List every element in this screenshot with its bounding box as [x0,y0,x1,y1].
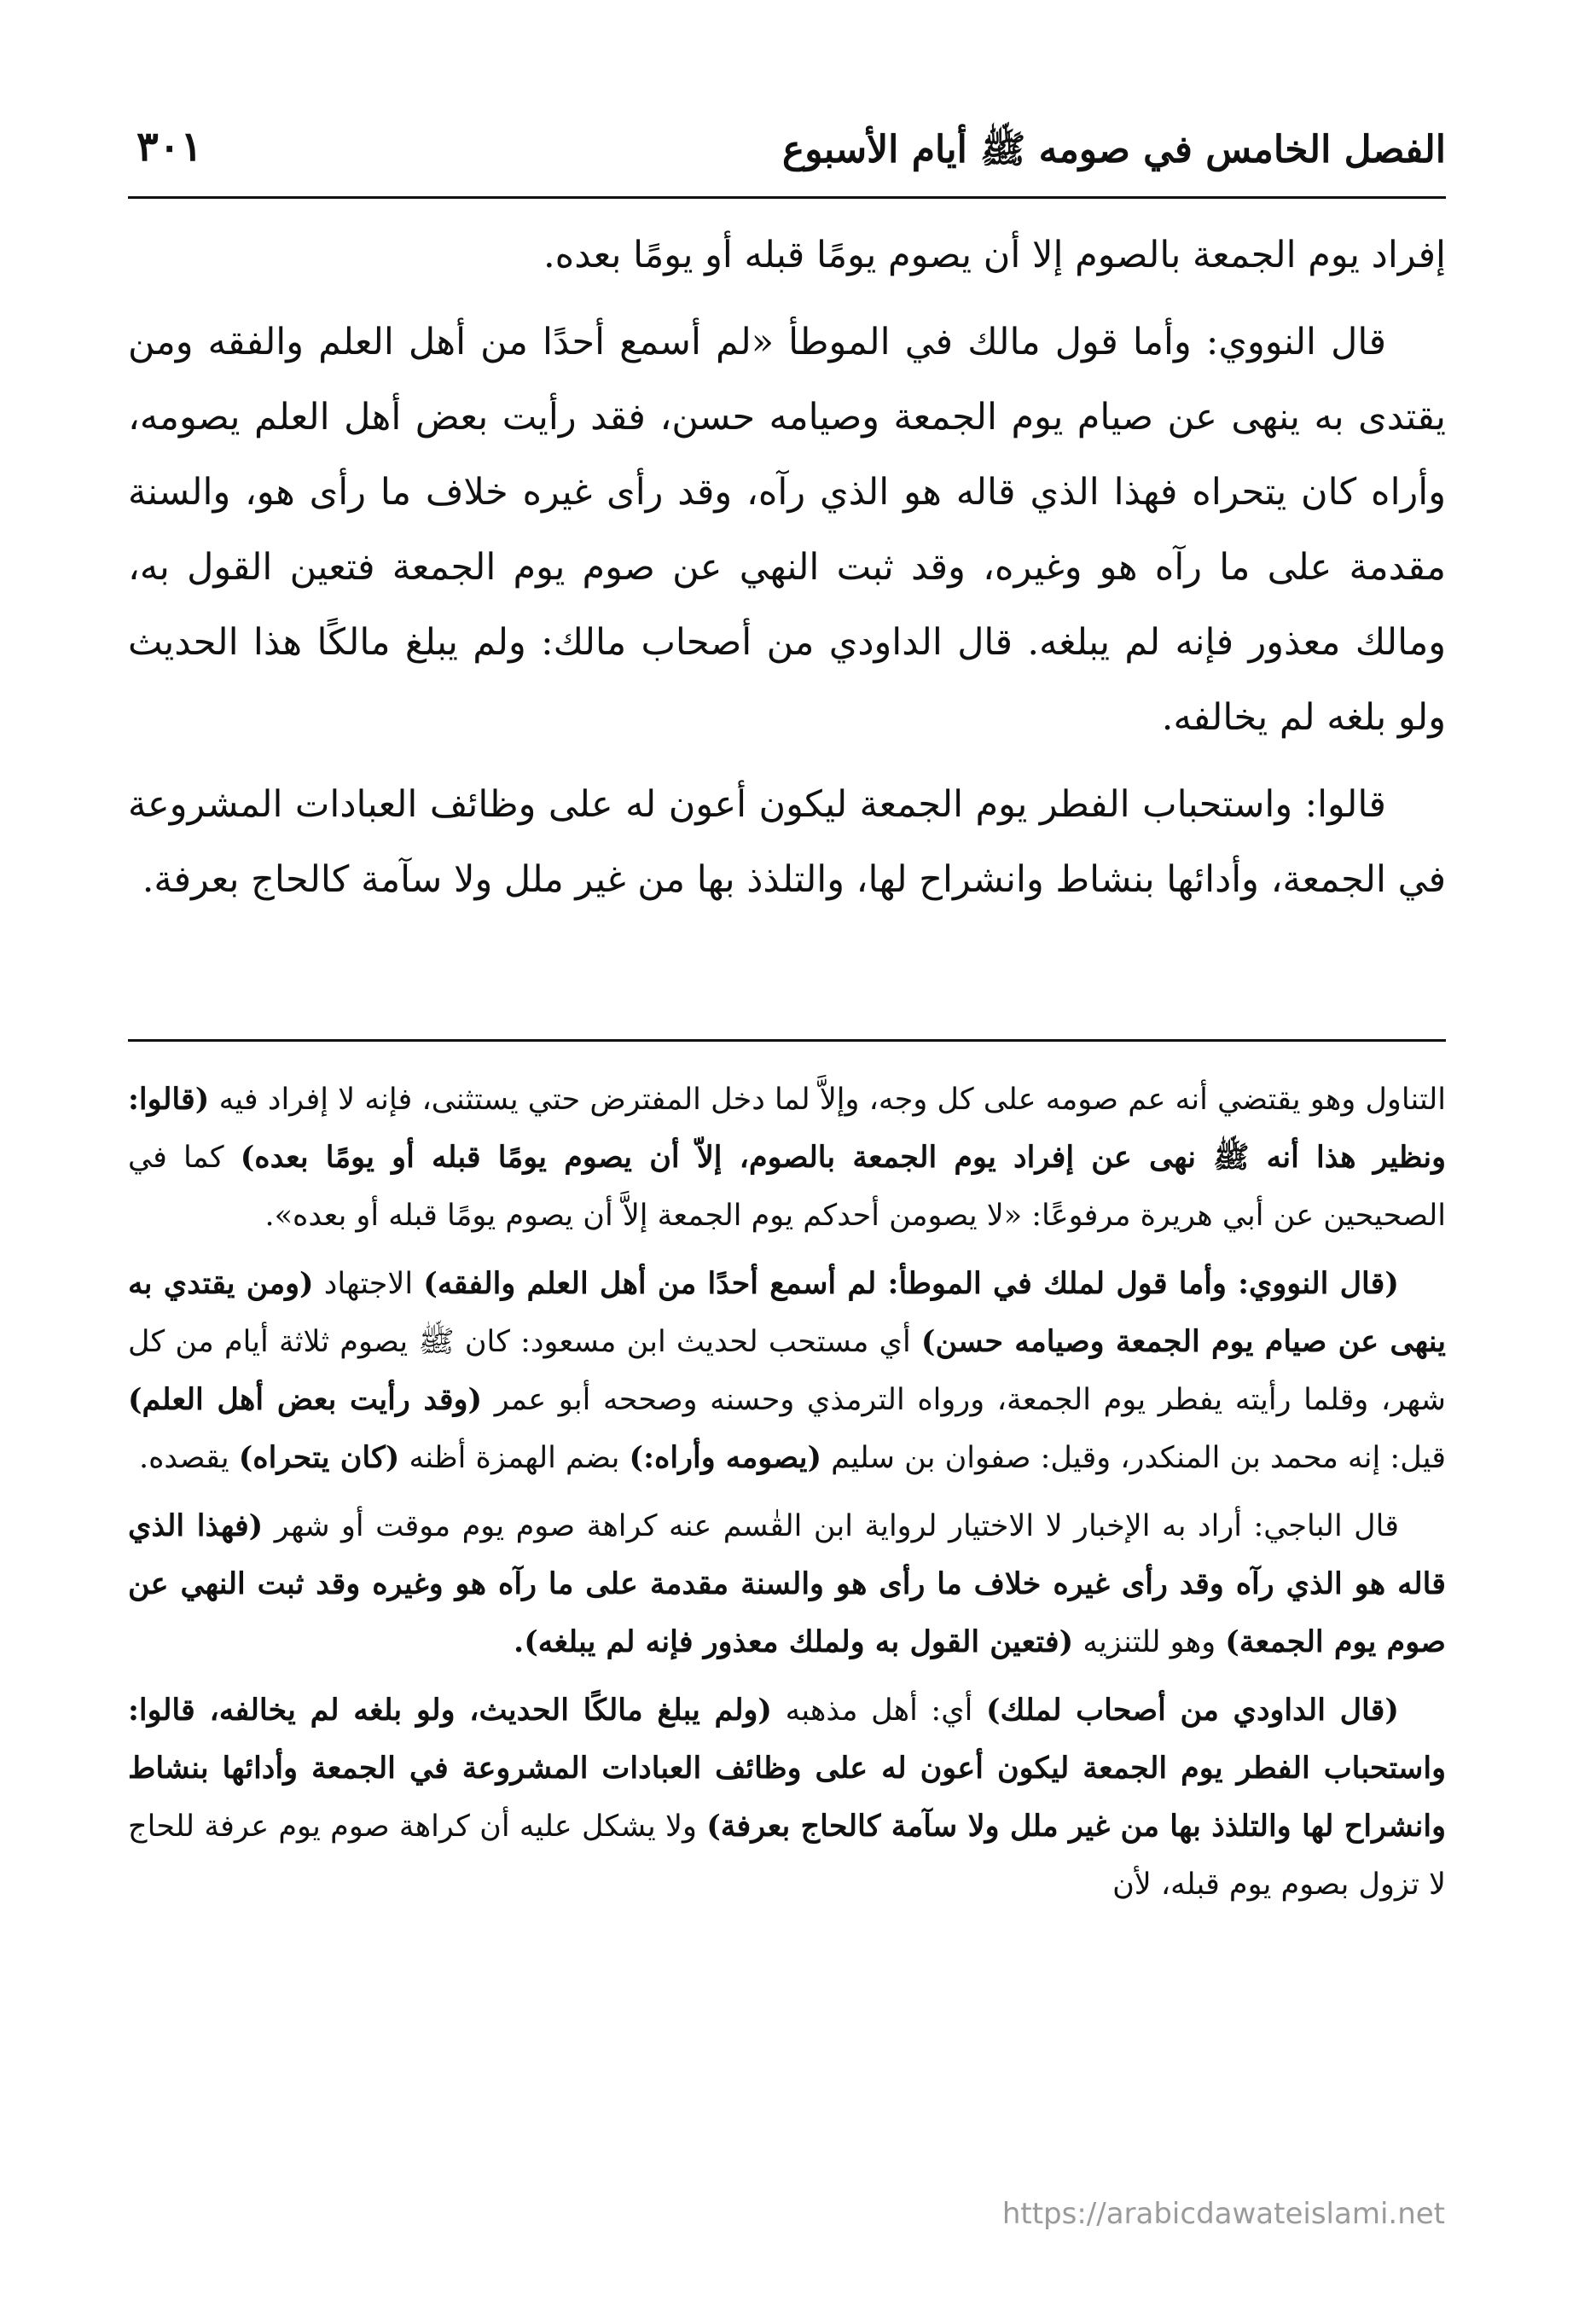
page-number: ٣٠١ [136,123,203,171]
page-header [128,111,1446,199]
footnote-quote: (قال الداودي من أصحاب لملك) [985,1693,1399,1728]
footnote-quote: (فهذا الذي قاله هو الذي رآه وقد رأى غيره خلاف ما رأى هو والسنة مقدمة على ما رآه هو وغيره وقد ثبت النهي عن صوم يوم الجمعة) [128,1508,1447,1659]
footnote-quote: (ولم يبلغ مالكًا الحديث، ولو بلغه لم يخالفه، قالوا: واستحباب الفطر يوم الجمعة ليكون أعون له على وظائف العبادات المشروعة في الجمعة وأدائها بنشاط وانشراح لها والتلذذ بها من غير ملل ولا سآمة كالحاج بعرفة) [128,1693,1446,1844]
footnote-divider [128,1039,1446,1042]
chapter-title: الفصل الخامس في صومه ﷺ أيام الأسبوع [781,128,1446,171]
footnote-text: ولا يشكل عليه أن كراهة صوم يوم عرفة للحاج لا تزول بصوم يوم قبله، لأن [128,1810,1446,1902]
footnote-text: وهو للتنزيه [1073,1625,1226,1659]
footnote-quote: (قال النووي: وأما قول لملك في الموطأ: لم أسمع أحدًا من أهل العلم والفقه) [423,1266,1399,1301]
footnote-quote: (فتعين القول به ولملك معذور فإنه لم يبلغه). [514,1624,1074,1659]
footnote-text: يقصده. [138,1441,239,1475]
footnote-text: بضم الهمزة أظنه [399,1441,630,1475]
footnote-paragraph [128,1497,1446,1671]
footnote-paragraph [128,1682,1446,1914]
main-paragraph: قال النووي: وأما قول مالك في الموطأ «لم أسمع أحدًا من أهل العلم والفقه ومن يقتدى به ينهى عن صيام يوم الجمعة وصيامه حسن، فقد رأيت بعض أهل العلم يصومه، وأراه كان يتحراه فهذا الذي قاله هو الذي رآه، وقد رأى غيره خلاف ما رأى هو، والسنة مقدمة على ما رآه هو وغيره، وقد ثبت النهي عن صوم يوم الجمعة فتعين القول به، ومالك معذور فإنه لم يبلغه. قال الداودي من أصحاب مالك: ولم يبلغ مالكًا هذا الحديث ولو بلغه لم يخالفه. [128,321,1446,739]
footnote-text: قال الباجي: أراد به الإخبار لا الاختيار لرواية ابن القٰسم عنه كراهة صوم يوم موقت أو شهر [263,1509,1400,1543]
book-page [128,111,1446,2295]
footnote-quote: (كان يتحراه) [238,1440,400,1475]
footnote-text: الاجتهاد [313,1267,424,1301]
footnote-quote: (ومن يقتدي به ينهى عن صيام يوم الجمعة وصيامه حسن) [128,1266,1447,1359]
footnote-text: التناول وهو يقتضي أنه عم صومه على كل وجه، وإلاَّ لما دخل المفترض حتي يستثنى، فإنه لا إفراد فيه [209,1083,1446,1117]
footnote-paragraph [128,1255,1446,1487]
footnotes [128,1071,1446,1924]
watermark-url: https://arabicdawateislami.net [1001,2197,1445,2231]
footnote-text: أي مستحب لحديث ابن مسعود: كان ﷺ يصوم ثلاثة أيام من كل شهر، وقلما رأيته يفطر يوم الجمعة، ورواه الترمذي وحسنه وصححه أبو عمر [128,1325,1446,1417]
footnote-quote: (يصومه وأراه:) [629,1440,822,1475]
footnote-quote: (قالوا: ونظير هذا أنه ﷺ نهى عن إفراد يوم الجمعة بالصوم، إلاّ أن يصوم يومًا قبله أو يومًا بعده) [128,1082,1447,1175]
footnote-paragraph [128,1071,1446,1245]
footnote-text: قيل: إنه محمد بن المنكدر، وقيل: صفوان بن سليم [821,1441,1446,1475]
footnote-text: كما في الصحيحين عن أبي هريرة مرفوعًا: «لا يصومن أحدكم يوم الجمعة إلاَّ أن يصوم يومًا قبله أو بعده». [128,1141,1446,1233]
main-text [128,218,1446,929]
main-paragraph: إفراد يوم الجمعة بالصوم إلا أن يصوم يومًا قبله أو يومًا بعده. [543,234,1446,276]
main-paragraph: قالوا: واستحباب الفطر يوم الجمعة ليكون أعون له على وظائف العبادات المشروعة في الجمعة، وأدائها بنشاط وانشراح لها، والتلذذ بها من غير ملل ولا سآمة كالحاج بعرفة. [128,783,1446,901]
footnote-text: أي: أهل مذهبه [771,1694,986,1728]
footnote-quote: (وقد رأيت بعض أهل العلم) [128,1382,483,1417]
